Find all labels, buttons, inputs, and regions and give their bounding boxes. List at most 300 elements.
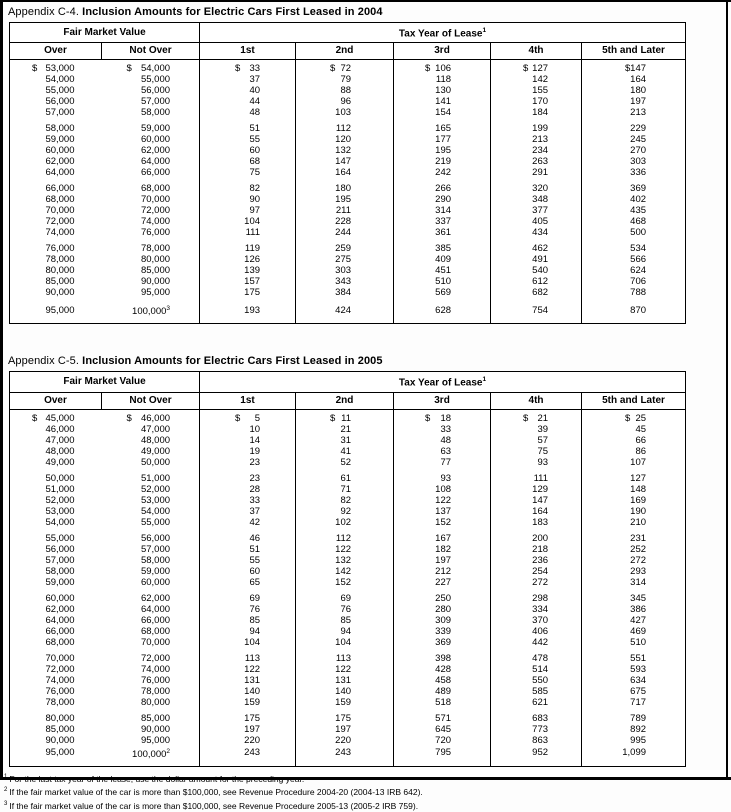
table-cell: $ 53,000: [32, 63, 75, 75]
table-cell: 193: [200, 298, 296, 324]
table-cell: 90,000: [140, 723, 171, 735]
table-cell: 402: [582, 194, 686, 205]
table-cell: 90: [200, 194, 296, 205]
column-header-3rd: 3rd: [394, 392, 491, 409]
table-cell: 68,000: [140, 183, 171, 195]
table-body: [10, 60, 686, 324]
table-cell: 95,000: [140, 287, 171, 299]
table-cell: 111: [200, 227, 296, 238]
table-row: [10, 145, 686, 156]
table-cell: 47,000: [45, 434, 75, 446]
table-cell: 337: [394, 216, 491, 227]
table-cell: 70,000: [140, 636, 171, 648]
table-cell: $ 21: [491, 409, 582, 424]
table-cell: 71: [296, 484, 394, 495]
table-cell: 74,000: [45, 674, 75, 686]
table-cell: 197: [394, 555, 491, 566]
table-cell: 49,000: [140, 445, 171, 457]
dollar-sign: $: [425, 63, 431, 75]
table-row: [10, 96, 686, 107]
table-cell: 252: [582, 544, 686, 555]
table-cell: 58,000: [140, 554, 171, 566]
table-cell: 93: [394, 468, 491, 484]
appendix-c5-title-text: Inclusion Amounts for Electric Cars First Leased in 2005: [82, 355, 383, 368]
table-cell: 88: [296, 85, 394, 96]
table-cell: 50,000: [45, 472, 75, 484]
table-cell: 64,000: [140, 156, 171, 168]
table-cell: 132: [296, 555, 394, 566]
table-cell: 551: [582, 648, 686, 664]
table-cell: 870: [582, 298, 686, 324]
table-cell: 82: [296, 495, 394, 506]
table-cell: 159: [200, 697, 296, 708]
dollar-sign: $: [425, 412, 431, 424]
table-cell: 60,000: [140, 134, 171, 146]
table-cell: 64,000: [45, 614, 75, 626]
table-cell: 343: [296, 276, 394, 287]
table-row: [10, 626, 686, 637]
table-cell: 107: [582, 457, 686, 468]
table-row: [10, 435, 686, 446]
table-cell: 165: [394, 118, 491, 134]
table-cell: 79: [296, 74, 394, 85]
table-cell: 250: [394, 588, 491, 604]
dollar-sign: $: [126, 63, 132, 75]
column-header-1st: 1st: [200, 392, 296, 409]
table-cell: 298: [491, 588, 582, 604]
table-cell: 14: [200, 435, 296, 446]
table-cell: 57,000: [45, 554, 75, 566]
table-cell: 100,000$^2$: [132, 747, 171, 760]
tax-year-of-lease-header: [200, 372, 686, 392]
table-cell: 427: [582, 615, 686, 626]
table-cell: 272: [491, 577, 582, 588]
table-row: [10, 664, 686, 675]
table-cell: 518: [394, 697, 491, 708]
table-cell: 212: [394, 566, 491, 577]
table-cell: 200: [491, 528, 582, 544]
table-cell: 58,000: [45, 565, 75, 577]
footnote-marker: 1: [482, 27, 487, 34]
table-cell: 127: [582, 468, 686, 484]
table-cell: 140: [296, 686, 394, 697]
table-cell: 612: [491, 276, 582, 287]
column-header-1st: 1st: [200, 43, 296, 60]
table-cell: 78,000: [140, 685, 171, 697]
table-cell: 45: [582, 424, 686, 435]
table-cell: $ 45,000: [32, 412, 75, 424]
table-cell: 103: [296, 107, 394, 118]
table-row: [10, 446, 686, 457]
table-row: [10, 254, 686, 265]
table-cell: 435: [582, 205, 686, 216]
table-cell: 33: [394, 424, 491, 435]
footnote-3-marker: 3: [4, 800, 8, 807]
tax-year-label: Tax Year of Lease: [398, 28, 483, 40]
footnote-1: [4, 772, 731, 785]
table-cell: 227: [394, 577, 491, 588]
table-row: [10, 238, 686, 254]
table-cell: 254: [491, 566, 582, 577]
table-cell: 92: [296, 506, 394, 517]
table-cell: 369: [582, 178, 686, 194]
table-cell: 113: [296, 648, 394, 664]
table-cell: 57: [491, 435, 582, 446]
table-cell: 108: [394, 484, 491, 495]
table-cell: 64,000: [140, 603, 171, 615]
table-cell: 93: [491, 457, 582, 468]
table-cell: $ 106: [394, 60, 491, 75]
dollar-sign: $: [625, 63, 631, 75]
table-row: [10, 648, 686, 664]
table-cell: 78,000: [140, 243, 171, 255]
table-cell: 48: [200, 107, 296, 118]
table-cell: 112: [296, 118, 394, 134]
table-cell: 112: [296, 528, 394, 544]
table-cell: 534: [582, 238, 686, 254]
table-cell: 621: [491, 697, 582, 708]
column-header-5th-and-later: 5th and Later: [582, 392, 686, 409]
footnote-1-marker: 1: [4, 773, 8, 780]
table-cell: 76,000: [140, 227, 171, 239]
table-cell: 95,000: [45, 304, 75, 316]
table-cell: 104: [200, 216, 296, 227]
table-cell: 451: [394, 265, 491, 276]
table-cell: 303: [296, 265, 394, 276]
table-cell: 428: [394, 664, 491, 675]
table-cell: 182: [394, 544, 491, 555]
table-cell: 95,000: [140, 734, 171, 746]
table-cell: 52,000: [140, 483, 171, 495]
table-cell: 540: [491, 265, 582, 276]
column-header-4th: 4th: [491, 392, 582, 409]
table-cell: 645: [394, 724, 491, 735]
column-header-4th: 4th: [491, 43, 582, 60]
table-cell: 44: [200, 96, 296, 107]
table-cell: 55: [200, 134, 296, 145]
table-cell: 152: [296, 577, 394, 588]
table-cell: 42: [200, 517, 296, 528]
table-cell: 85: [296, 615, 394, 626]
table-header-group-row: [10, 372, 686, 392]
table-cell: 170: [491, 96, 582, 107]
table-cell: 119: [200, 238, 296, 254]
table-cell: 157: [200, 276, 296, 287]
table-cell: 218: [491, 544, 582, 555]
table-cell: 122: [394, 495, 491, 506]
table-cell: 754: [491, 298, 582, 324]
table-cell: 54,000: [140, 505, 171, 517]
table-row: [10, 724, 686, 735]
column-header-3rd: 3rd: [394, 43, 491, 60]
table-cell: 58,000: [140, 107, 171, 119]
dollar-sign: $: [625, 412, 631, 424]
table-cell: 66,000: [140, 614, 171, 626]
table-row: [10, 409, 686, 424]
table-cell: 19: [200, 446, 296, 457]
table-cell: 197: [582, 96, 686, 107]
table-cell: 159: [296, 697, 394, 708]
table-cell: 995: [582, 735, 686, 746]
table-cell: $ 11: [296, 409, 394, 424]
table-cell: 272: [582, 555, 686, 566]
footnote-3-text: If the fair market value of the car is more than $100,000, see Revenue Procedure 2005-13 (2005-2 IRB 759).: [9, 800, 419, 811]
table-cell: 85,000: [140, 265, 171, 277]
table-cell: $ 5: [200, 409, 296, 424]
table-cell: 55,000: [140, 516, 171, 528]
dollar-sign: $: [523, 412, 529, 424]
table-cell: 56,000: [45, 543, 75, 555]
table-cell: 61: [296, 468, 394, 484]
table-cell: 66,000: [45, 183, 75, 195]
footnote-marker: 3: [166, 305, 171, 313]
table-row: [10, 675, 686, 686]
table-cell: 141: [394, 96, 491, 107]
table-cell: 675: [582, 686, 686, 697]
table-cell: 39: [491, 424, 582, 435]
table-cell: 180: [296, 178, 394, 194]
table-header-group-row: [10, 23, 686, 43]
column-header-5th-and-later: 5th and Later: [582, 43, 686, 60]
table-cell: 80,000: [45, 712, 75, 724]
table-row: [10, 637, 686, 648]
table-cell: 111: [491, 468, 582, 484]
dollar-sign: $: [330, 412, 336, 424]
table-cell: 489: [394, 686, 491, 697]
table-cell: 76,000: [45, 243, 75, 255]
table-cell: 50,000: [140, 456, 171, 468]
table-cell: 491: [491, 254, 582, 265]
table-row: [10, 276, 686, 287]
table-cell: 424: [296, 298, 394, 324]
table-cell: 863: [491, 735, 582, 746]
table-cell: 55,000: [45, 532, 75, 544]
table-cell: 28: [200, 484, 296, 495]
table-cell: 266: [394, 178, 491, 194]
table-cell: 37: [200, 74, 296, 85]
table-cell: 263: [491, 156, 582, 167]
table-cell: 122: [200, 664, 296, 675]
table-cell: 54,000: [45, 516, 75, 528]
table-cell: 21: [296, 424, 394, 435]
table-cell: 293: [582, 566, 686, 577]
table-cell: 97: [200, 205, 296, 216]
table-cell: 85: [200, 615, 296, 626]
table-cell: 510: [394, 276, 491, 287]
table-cell: 85,000: [45, 276, 75, 288]
table-cell: 70,000: [45, 652, 75, 664]
table-cell: 94: [296, 626, 394, 637]
table-cell: 789: [582, 708, 686, 724]
dollar-sign: $: [126, 412, 132, 424]
table-cell: 70,000: [140, 194, 171, 206]
table-cell: 773: [491, 724, 582, 735]
table-cell: 74,000: [140, 663, 171, 675]
table-cell: 152: [394, 517, 491, 528]
appendix-c4-title: [8, 6, 731, 19]
table-cell: 406: [491, 626, 582, 637]
table-cell: 33: [200, 495, 296, 506]
table-cell: 53,000: [45, 505, 75, 517]
table-cell: 75: [200, 167, 296, 178]
table-cell: 130: [394, 85, 491, 96]
table-cell: 37: [200, 506, 296, 517]
table-row: [10, 227, 686, 238]
table-cell: $ 33: [200, 60, 296, 75]
table-cell: 370: [491, 615, 582, 626]
table-cell: 59,000: [140, 565, 171, 577]
table-cell: 68: [200, 156, 296, 167]
table-cell: 80,000: [140, 696, 171, 708]
table-cell: 385: [394, 238, 491, 254]
column-header-not-over: Not Over: [102, 392, 200, 409]
column-header-not-over: Not Over: [102, 43, 200, 60]
table-cell: 434: [491, 227, 582, 238]
table-cell: $ 18: [394, 409, 491, 424]
table-cell: 280: [394, 604, 491, 615]
table-cell: 57,000: [45, 107, 75, 119]
table-cell: 31: [296, 435, 394, 446]
table-cell: 60,000: [45, 145, 75, 157]
table-cell: 63: [394, 446, 491, 457]
table-cell: 334: [491, 604, 582, 615]
table-cell: 51: [200, 118, 296, 134]
table-cell: 717: [582, 697, 686, 708]
table-cell: 211: [296, 205, 394, 216]
table-row: [10, 615, 686, 626]
table-cell: 155: [491, 85, 582, 96]
table-cell: 184: [491, 107, 582, 118]
table-cell: 66,000: [140, 167, 171, 179]
table-cell: 95,000: [45, 747, 75, 759]
dollar-sign: $: [523, 63, 529, 75]
table-cell: 213: [491, 134, 582, 145]
table-cell: 1,099: [582, 746, 686, 767]
table-row: [10, 544, 686, 555]
table-cell: 74,000: [45, 227, 75, 239]
table-cell: 90,000: [140, 276, 171, 288]
table-cell: 60: [200, 145, 296, 156]
table-row: [10, 686, 686, 697]
table-cell: 177: [394, 134, 491, 145]
table-cell: 80,000: [45, 265, 75, 277]
table-cell: 104: [296, 637, 394, 648]
table-body: [10, 409, 686, 766]
table-cell: 164: [296, 167, 394, 178]
table-cell: 244: [296, 227, 394, 238]
table-cell: 85,000: [45, 723, 75, 735]
table-cell: 23: [200, 457, 296, 468]
table-cell: 85,000: [140, 712, 171, 724]
footnote-1-text: For the last tax year of the lease, use the dollar amount for the preceding year.: [9, 773, 305, 784]
table-cell: 55: [200, 555, 296, 566]
appendix-c5-title-prefix: Appendix C-5.: [8, 355, 80, 368]
table-cell: 275: [296, 254, 394, 265]
table-cell: 197: [200, 724, 296, 735]
table-cell: 72,000: [140, 205, 171, 217]
table-cell: 229: [582, 118, 686, 134]
table-row: [10, 528, 686, 544]
table-cell: 62,000: [140, 145, 171, 157]
table-cell: 624: [582, 265, 686, 276]
table-cell: 40: [200, 85, 296, 96]
table-cell: 468: [582, 216, 686, 227]
table-cell: 348: [491, 194, 582, 205]
table-cell: 147: [491, 495, 582, 506]
table-column-header-row: [10, 43, 686, 60]
table-cell: 76,000: [140, 674, 171, 686]
table-cell: 55,000: [140, 74, 171, 86]
table-cell: 69: [296, 588, 394, 604]
footnote-2: [4, 785, 731, 798]
table-cell: 569: [394, 287, 491, 298]
table-cell: 131: [296, 675, 394, 686]
table-cell: 49,000: [45, 456, 75, 468]
table-row: [10, 495, 686, 506]
table-cell: 405: [491, 216, 582, 227]
table-cell: $ 25: [582, 409, 686, 424]
table-cell: 76: [296, 604, 394, 615]
table-cell: 219: [394, 156, 491, 167]
table-cell: 46,000: [45, 423, 75, 435]
table-cell: 175: [200, 287, 296, 298]
table-cell: 59,000: [45, 576, 75, 588]
table-cell: 90,000: [45, 287, 75, 299]
table-cell: 309: [394, 615, 491, 626]
column-header-over: Over: [10, 392, 102, 409]
table-cell: 164: [491, 506, 582, 517]
table-cell: 314: [582, 577, 686, 588]
table-cell: 795: [394, 746, 491, 767]
table-cell: 113: [200, 648, 296, 664]
table-cell: 242: [394, 167, 491, 178]
table-cell: 118: [394, 74, 491, 85]
table-cell: 57,000: [140, 543, 171, 555]
table-row: [10, 424, 686, 435]
table-row: [10, 577, 686, 588]
table-row: [10, 746, 686, 767]
footnote-3: [4, 799, 731, 812]
table-cell: 195: [394, 145, 491, 156]
table-cell: 180: [582, 85, 686, 96]
table-cell: 48: [394, 435, 491, 446]
table-cell: 167: [394, 528, 491, 544]
table-row: [10, 118, 686, 134]
table-cell: $ 54,000: [126, 63, 171, 75]
table-cell: 70,000: [45, 205, 75, 217]
table-row: [10, 506, 686, 517]
table-cell: 62,000: [45, 603, 75, 615]
table-cell: 290: [394, 194, 491, 205]
table-cell: 59,000: [140, 123, 171, 135]
table-cell: 58,000: [45, 123, 75, 135]
table-cell: 514: [491, 664, 582, 675]
fair-market-value-header: Fair Market Value: [10, 23, 200, 43]
table-cell: 190: [582, 506, 686, 517]
table-cell: 78,000: [45, 696, 75, 708]
table-row: [10, 107, 686, 118]
table-row: [10, 588, 686, 604]
table-cell: 175: [296, 708, 394, 724]
table-cell: 102: [296, 517, 394, 528]
table-cell: 550: [491, 675, 582, 686]
column-header-2nd: 2nd: [296, 392, 394, 409]
table-cell: 243: [296, 746, 394, 767]
table-cell: 303: [582, 156, 686, 167]
table-row: [10, 298, 686, 324]
table-row: [10, 468, 686, 484]
table-cell: 220: [200, 735, 296, 746]
